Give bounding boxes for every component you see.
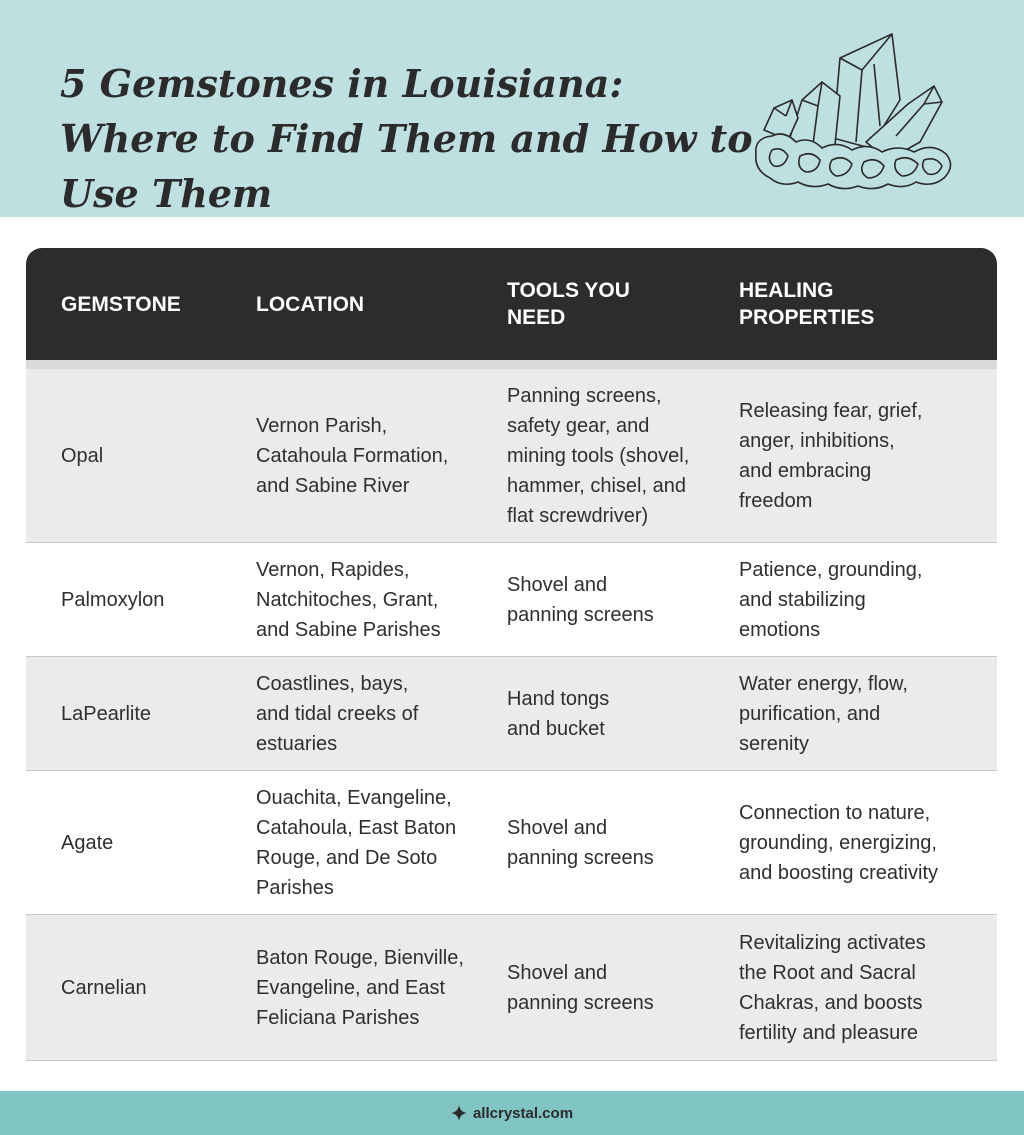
table-row: [26, 915, 997, 1061]
column-header-location: LOCATION: [256, 292, 365, 316]
table-row: [26, 771, 997, 915]
cell-location: Coastlines, bays, and tidal creeks of estuaries: [256, 672, 419, 755]
cell-gemstone: LaPearlite: [61, 702, 152, 725]
table-row: [26, 543, 997, 657]
gemstone-table: [26, 248, 997, 1061]
cell-healing: Revitalizing activates the Root and Sacral Chakras, and boosts fertility and pleasure: [739, 931, 926, 1044]
table-row: [26, 657, 997, 771]
cell-healing: Water energy, flow, purification, and serenity: [739, 672, 908, 755]
cell-tools: Shovel and panning screens: [507, 961, 654, 1014]
cell-gemstone: Opal: [61, 444, 104, 467]
column-header-healing: HEALING PROPERTIES: [739, 279, 875, 329]
cell-healing: Releasing fear, grief, anger, inhibitions, and embracing freedom: [739, 399, 923, 512]
cell-tools: Hand tongs and bucket: [507, 687, 610, 740]
cell-healing: Patience, grounding, and stabilizing emotions: [739, 558, 923, 641]
header-banner: [0, 0, 1024, 217]
cell-location: Vernon, Rapides, Natchitoches, Grant, and Sabine Parishes: [256, 558, 441, 641]
cell-location: Ouachita, Evangeline, Catahoula, East Baton Rouge, and De Soto Parishes: [256, 786, 457, 899]
cell-healing: Connection to nature, grounding, energizing, and boosting creativity: [739, 801, 939, 884]
cell-gemstone: Carnelian: [61, 976, 147, 999]
cell-tools: Shovel and panning screens: [507, 573, 654, 626]
cell-tools: Shovel and panning screens: [507, 816, 654, 869]
cell-location: Vernon Parish, Catahoula Formation, and Sabine River: [256, 414, 449, 497]
column-header-gemstone: GEMSTONE: [61, 292, 181, 316]
crystal-cluster-icon: [748, 30, 958, 192]
sparkle-icon: [451, 1105, 467, 1121]
cell-gemstone: Agate: [61, 831, 114, 854]
cell-tools: Panning screens, safety gear, and mining tools (shovel, hammer, chisel, and flat screwdriver): [507, 384, 690, 527]
footer-bar: [0, 1091, 1024, 1135]
table-header: [26, 248, 997, 360]
header-divider: [26, 360, 997, 369]
table-row: [26, 369, 997, 543]
cell-location: Baton Rouge, Bienville, Evangeline, and East Feliciana Parishes: [256, 946, 464, 1029]
cell-gemstone: Palmoxylon: [61, 588, 165, 611]
column-header-tools: TOOLS YOU NEED: [507, 279, 630, 329]
page-title: 5 Gemstones in Louisiana: Where to Find Them and How to Use Them: [60, 61, 753, 216]
site-link[interactable]: allcrystal.com: [472, 1104, 574, 1122]
